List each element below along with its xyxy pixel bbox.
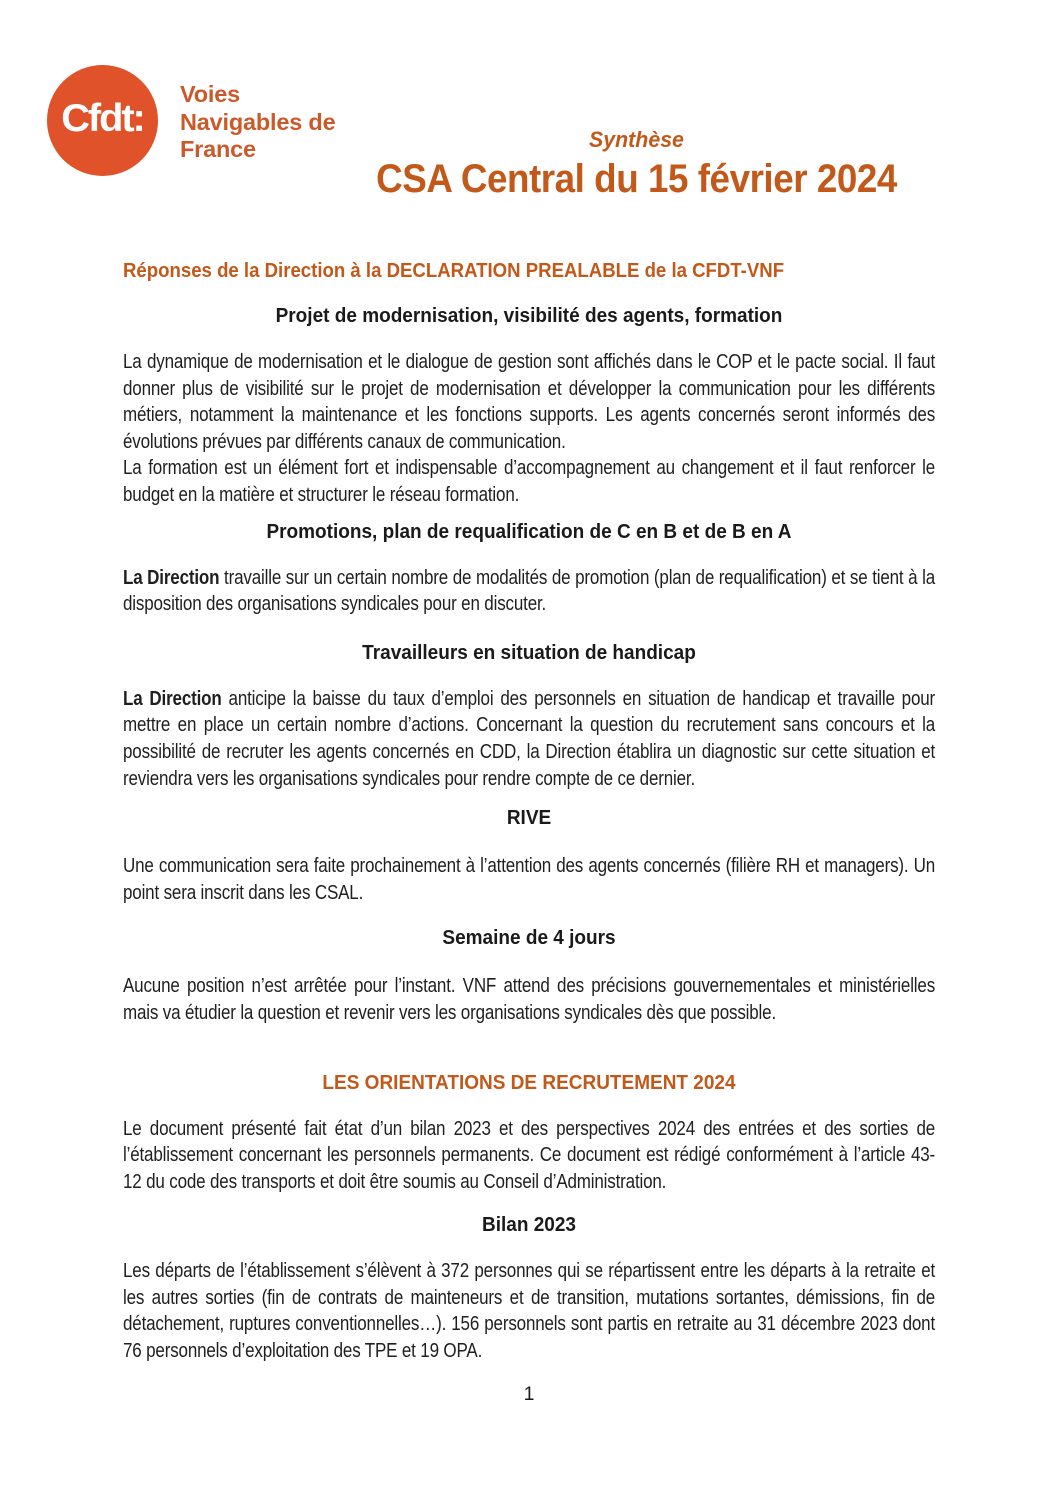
- subhead-rive: RIVE: [506, 807, 552, 830]
- document-body: [123, 258, 935, 1406]
- document-kicker: Synthèse: [589, 127, 684, 152]
- paragraph-orientations: Le document présenté fait état d’un bilan 2023 et des perspectives 2024 des entrées et des sorties de l’établissement concernant les personnels permanents. Ce document est rédigé conformément à l’article 43-12 du code des transports et doit être soumis au Conseil d’Administration.: [123, 1117, 936, 1193]
- subhead-modernisation: Projet de modernisation, visibilité des agents, formation: [275, 305, 783, 327]
- paragraph-promotions-text: travaille sur un certain nombre de modalités de promotion (plan de requalification) et se tient à la disposition des organisations syndicales pour en discuter.: [123, 566, 936, 616]
- document-header: [0, 0, 1058, 230]
- paragraph-handicap: [123, 686, 935, 792]
- paragraph-promotions: [123, 565, 935, 618]
- wordmark-line-2: Navigables de: [180, 108, 336, 135]
- cfdt-logo-text: Cfdt:: [61, 96, 144, 140]
- paragraph-handicap-text: anticipe la baisse du taux d’emploi des personnels en situation de handicap et travaille pour mettre en place un certain nombre d’actions. Concernant la question du recrutement sans concours et la possibilité de recruter les agents concernés en CDD, la Direction établira un diagnostic sur cette situation et reviendra vers les organisations syndicales pour rendre compte de ce dernier.: [123, 687, 936, 790]
- page-title: CSA Central du 15 février 2024: [376, 157, 897, 201]
- section-heading-declaration: Réponses de la Direction à la DECLARATION PREALABLE de la CFDT-VNF: [123, 260, 785, 282]
- cfdt-logo: [47, 65, 158, 176]
- subhead-handicap: Travailleurs en situation de handicap: [362, 641, 696, 664]
- page-number: 1: [523, 1382, 535, 1405]
- paragraph-bilan: Les départs de l’établissement s’élèvent à 372 personnes qui se répartissent entre les départs à la retraite et les autres sorties (fin de contrats de mainteneurs et de transition, mutations sortantes, démissions, fin de détachement, ruptures conventionnelles…). 156 personnels sont partis en retraite au 31 décembre 2023 dont 76 personnels d’exploitation des TPE et 19 OPA.: [123, 1260, 936, 1363]
- paragraph-semaine: Aucune position n’est arrêtée pour l’instant. VNF attend des précisions gouvernementales et ministérielles mais va étudier la question et revenir vers les organisations syndicales dès que possible.: [123, 975, 936, 1024]
- paragraph-modernisation-1: La dynamique de modernisation et le dialogue de gestion sont affichés dans le COP et le pacte social. Il faut donner plus de visibilité sur le projet de modernisation et développer la communication pour les différents métiers, notamment la maintenance et les fonctions supports. Les agents concernés seront informés des évolutions prévues par différents canaux de communication.: [123, 351, 936, 453]
- wordmark-line-3: France: [180, 136, 256, 162]
- title-block: [215, 127, 1058, 202]
- paragraph-handicap-lead: La Direction: [123, 687, 222, 710]
- paragraph-rive: Une communication sera faite prochainement à l’attention des agents concernés (filière RH et managers). Un point sera inscrit dans les CSAL.: [123, 855, 936, 904]
- wordmark-line-1: Voies: [180, 81, 240, 107]
- subhead-bilan: Bilan 2023: [481, 1214, 576, 1237]
- subhead-promotions: Promotions, plan de requalification de C en B et de B en A: [266, 520, 792, 543]
- paragraph-modernisation-2: La formation est un élément fort et indispensable d’accompagnement au changement et il faut renforcer le budget en la matière et structurer le réseau formation.: [123, 457, 936, 506]
- section-heading-orientations: LES ORIENTATIONS DE RECRUTEMENT 2024: [322, 1071, 736, 1094]
- subhead-semaine: Semaine de 4 jours: [442, 927, 616, 950]
- paragraph-promotions-lead: La Direction: [123, 566, 220, 589]
